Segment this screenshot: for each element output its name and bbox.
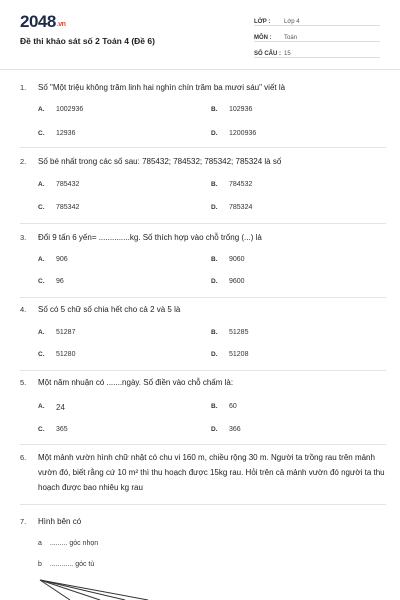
option-c[interactable]: C. 51280 [38,351,76,358]
question-4 [20,302,386,317]
question-1 [20,80,386,95]
question-number: 3. [20,233,27,242]
meta-count-row [254,44,380,58]
angle-figure [30,578,150,600]
question-7 [20,514,386,529]
fill-blank-a[interactable]: a ......... góc nhọn [38,540,99,547]
question-text: Một mảnh vườn hình chữ nhật có chu vi 160 m, chiều rộng 30 m. Người ta trồng rau trên mảnh vườn đó, biết rằng cứ 10 m² thì thu hoạch được 15kg rau. Hỏi trên cả mảnh vườn đó người ta thu hoạch được bao nhiêu kg rau [38,453,385,492]
question-number: 5. [20,378,27,387]
question-3 [20,230,386,245]
option-a[interactable]: A. 785432 [38,181,80,188]
question-text: Hình bên có [38,517,82,526]
fill-blank-b[interactable]: b ............ góc tù [38,561,95,568]
exam-meta [254,12,380,60]
question-2 [20,154,386,169]
option-c[interactable]: C. 12936 [38,130,76,137]
option-b[interactable]: B. 9060 [211,256,245,263]
option-b[interactable]: B. 102936 [211,106,253,113]
question-6 [20,450,386,495]
question-text: Số có 5 chữ số chia hết cho cả 2 và 5 là [38,305,181,314]
option-d[interactable]: D. 1200936 [211,130,257,137]
divider [20,444,386,445]
question-text: Đổi 9 tấn 6 yến= ..............kg. Số thích hợp vào chỗ trống (...) là [38,233,262,242]
site-logo[interactable]: 2048.vn [20,12,66,31]
divider [20,370,386,371]
question-number: 6. [20,453,27,462]
question-number: 1. [20,83,27,92]
option-d[interactable]: D. 366 [211,426,241,433]
option-d[interactable]: D. 785324 [211,204,253,211]
option-b[interactable]: B. 784532 [211,181,253,188]
meta-class-row [254,12,380,26]
option-a[interactable]: A. 906 [38,256,68,263]
meta-subject-row [254,28,380,42]
divider [20,504,386,505]
meta-count-label: SỐ CÂU : [254,51,281,57]
meta-subject-label: MÔN : [254,35,272,41]
option-a[interactable]: A. 24 [38,403,65,412]
meta-subject-value: Toán [284,35,298,41]
page-title: Đề thi khảo sát số 2 Toán 4 (Đề 6) [20,36,155,46]
question-text: Số "Một triệu không trăm linh hai nghìn chín trăm ba mươi sáu" viết là [38,83,286,92]
question-number: 2. [20,157,27,166]
option-b[interactable]: B. 51285 [211,329,249,336]
option-d[interactable]: D. 51208 [211,351,249,358]
meta-class-value: Lớp 4 [284,19,300,25]
ray-line [40,580,100,600]
page-header [0,0,400,70]
option-d[interactable]: D. 9600 [211,278,245,285]
divider [20,223,386,224]
question-number: 4. [20,305,27,314]
option-c[interactable]: C. 365 [38,426,68,433]
meta-count-value: 15 [284,51,291,57]
ray-line [40,580,148,600]
option-c[interactable]: C. 785342 [38,204,80,211]
divider [20,297,386,298]
option-a[interactable]: A. 51287 [38,329,76,336]
option-b[interactable]: B. 60 [211,403,237,410]
question-text: Một năm nhuận có .......ngày. Số điền vào chỗ chấm là: [38,378,234,387]
meta-class-label: LỚP : [254,19,271,25]
question-5 [20,375,386,390]
ray-line [40,580,125,600]
question-number: 7. [20,517,27,526]
option-a[interactable]: A. 1002936 [38,106,84,113]
option-c[interactable]: C. 96 [38,278,64,285]
divider [20,147,386,148]
question-text: Số bé nhất trong các số sau: 785432; 784532; 785342; 785324 là số [38,157,282,166]
